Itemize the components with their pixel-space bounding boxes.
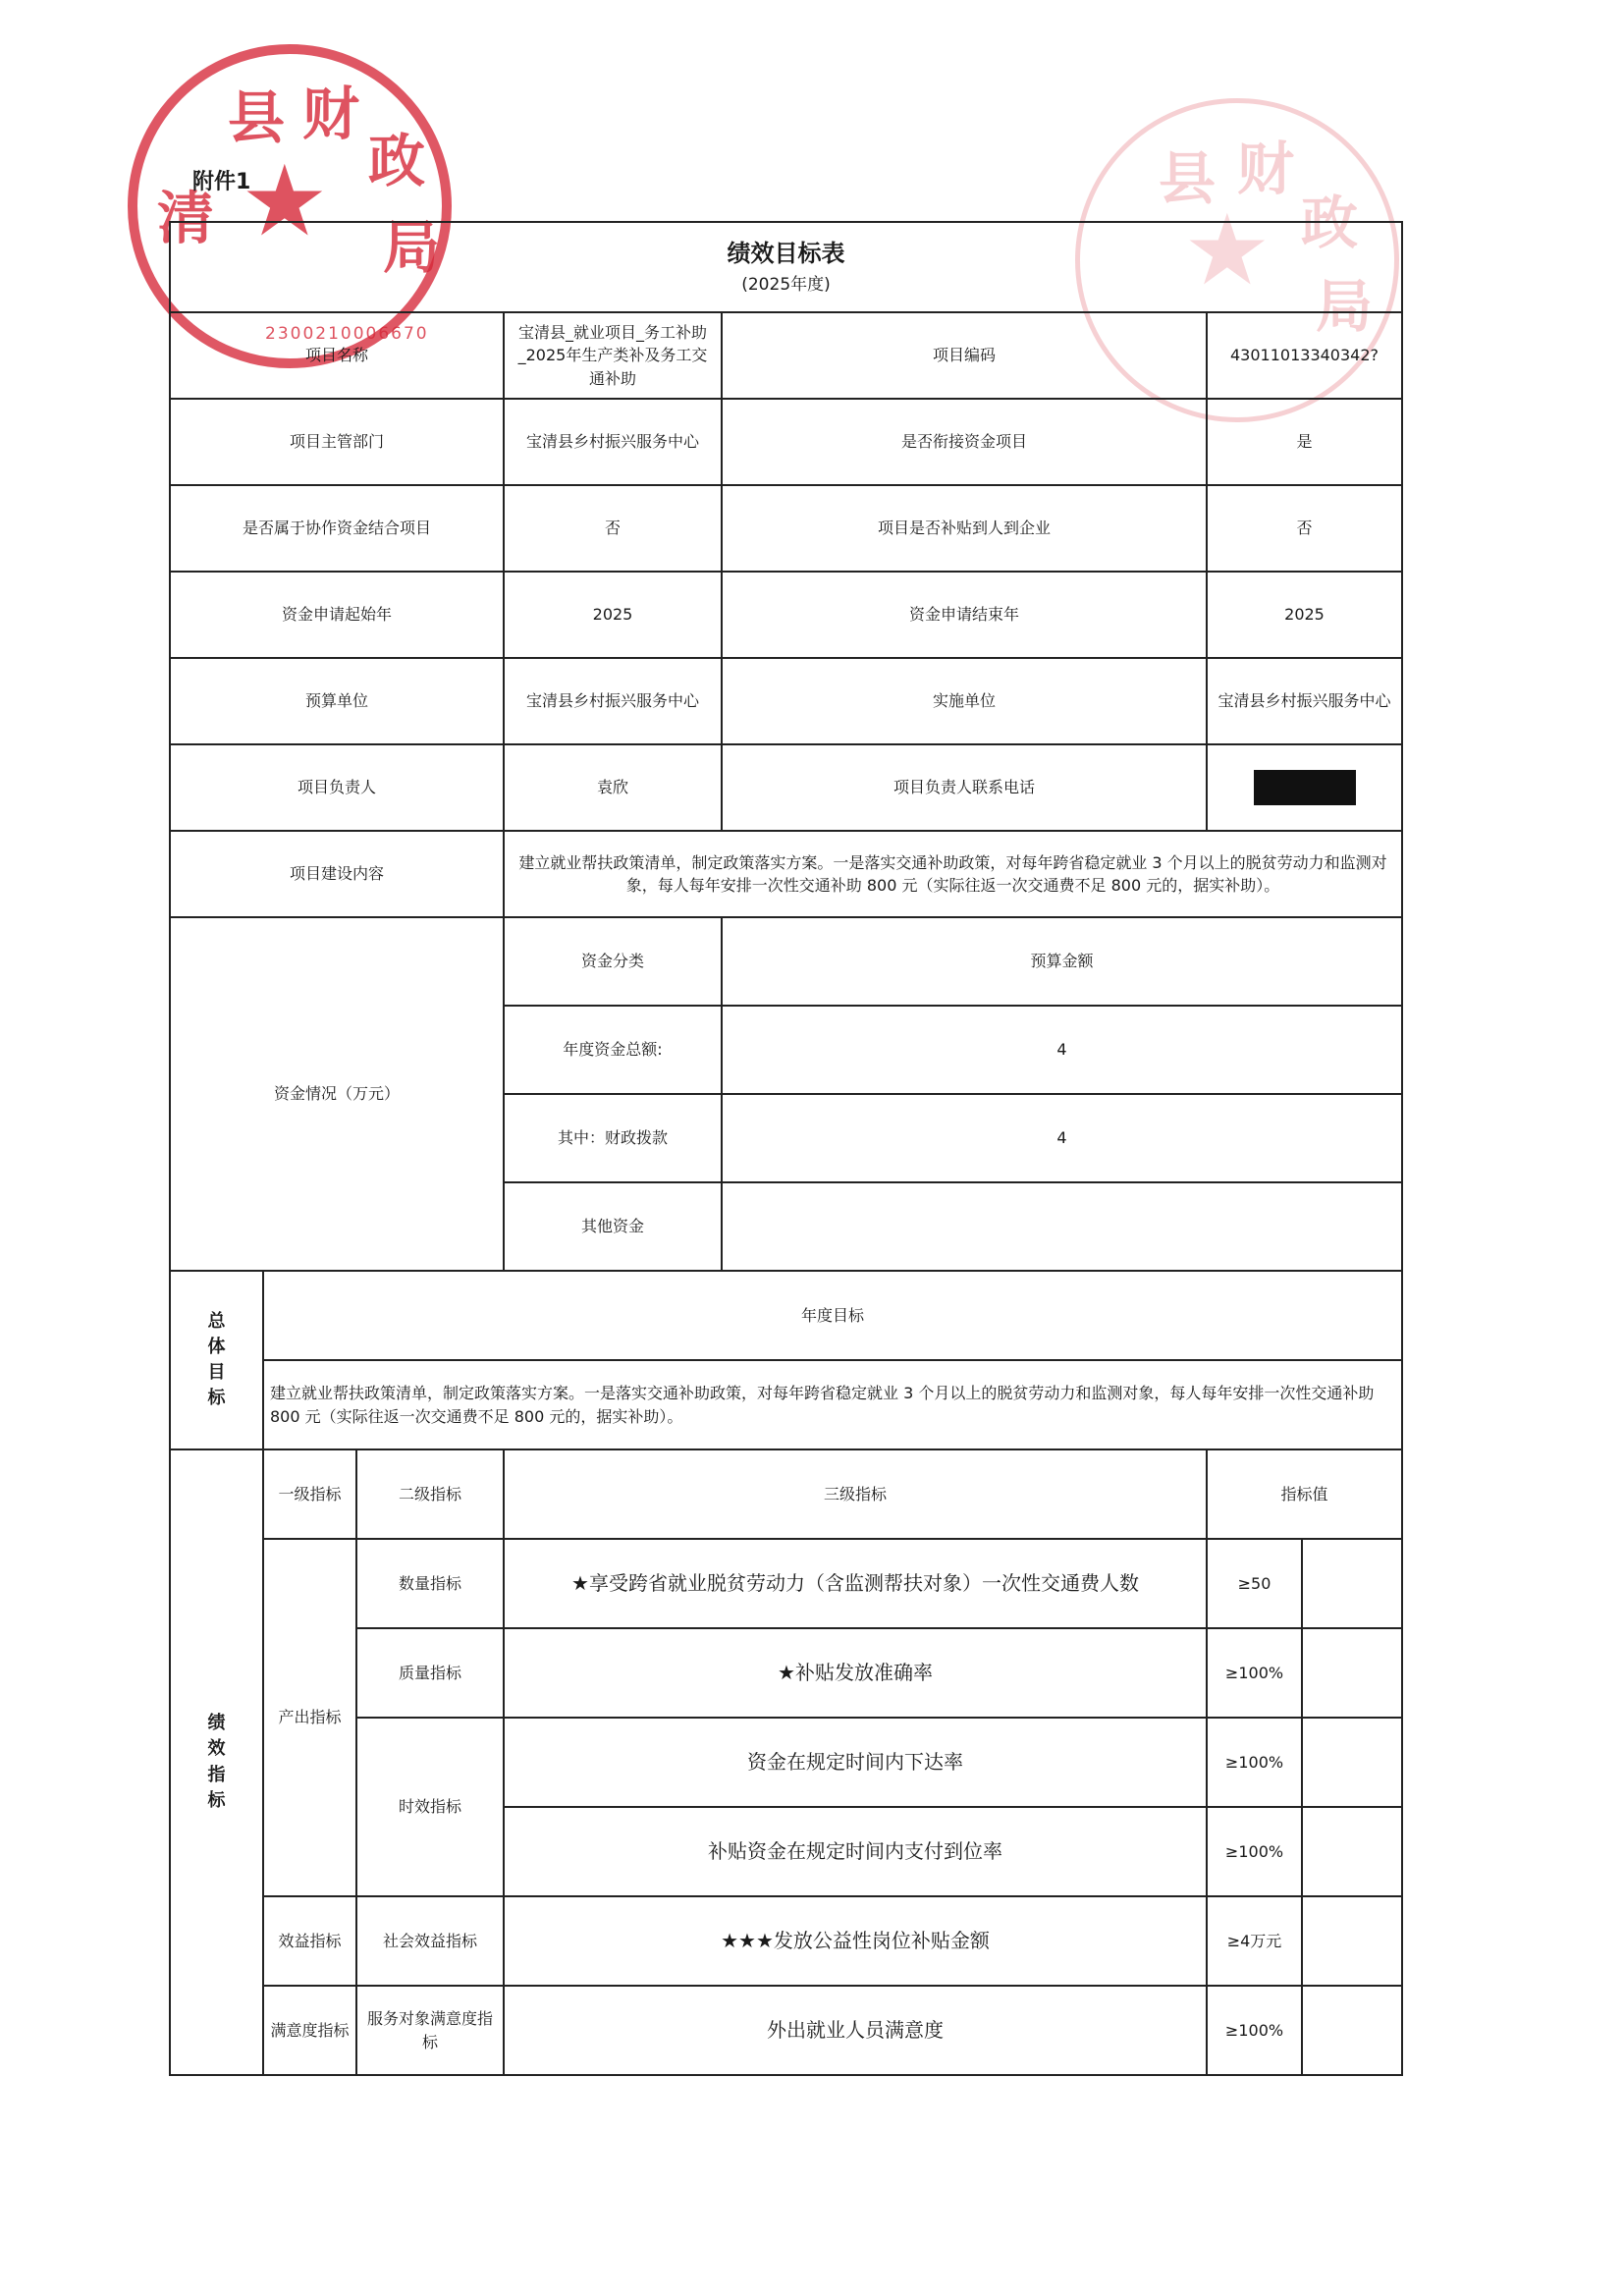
seal-char: 财 — [1237, 136, 1295, 202]
indicator-name: 外出就业人员满意度 — [504, 1986, 1207, 2075]
performance-target-table — [169, 221, 1403, 2076]
indicator-value: ≥50 — [1207, 1539, 1302, 1628]
value-implementing-unit: 宝清县乡村振兴服务中心 — [1207, 658, 1402, 744]
level2-quantity: 数量指标 — [356, 1539, 504, 1628]
seal-char: 政 — [1301, 190, 1359, 256]
label-funds: 资金情况（万元） — [170, 917, 504, 1271]
value-budget-unit: 宝清县乡村振兴服务中心 — [504, 658, 722, 744]
header-level1: 一级指标 — [263, 1449, 356, 1539]
label-overall-target — [170, 1271, 263, 1449]
funds-other-value — [722, 1182, 1402, 1271]
level2-timeliness: 时效指标 — [356, 1718, 504, 1896]
seal-char: 政 — [368, 128, 426, 194]
label-project-code: 项目编码 — [722, 312, 1207, 399]
header-level3: 三级指标 — [504, 1449, 1207, 1539]
value-project-code: 43011013340342? — [1207, 312, 1402, 399]
value-manager-phone — [1207, 744, 1402, 831]
indicator-value: ≥100% — [1207, 1628, 1302, 1718]
indicator-name: 补贴资金在规定时间内支付到位率 — [504, 1807, 1207, 1896]
indicator-value: ≥100% — [1207, 1718, 1302, 1807]
seal-char: 县 — [228, 84, 286, 151]
indicator-empty — [1302, 1986, 1402, 2075]
funds-header-category: 资金分类 — [504, 917, 722, 1006]
value-coop-fund: 否 — [504, 485, 722, 572]
page-title: 绩效目标表 — [727, 240, 845, 268]
level2-service: 服务对象满意度指标 — [356, 1986, 504, 2075]
indicator-empty — [1302, 1896, 1402, 1986]
label-budget-unit: 预算单位 — [170, 658, 504, 744]
level2-social: 社会效益指标 — [356, 1896, 504, 1986]
indicator-value: ≥4万元 — [1207, 1896, 1302, 1986]
attachment-label: 附件1 — [192, 170, 251, 194]
label-construction-content: 项目建设内容 — [170, 831, 504, 917]
funds-annual-label: 年度资金总额: — [504, 1006, 722, 1094]
label-project-name: 项目名称 — [170, 312, 504, 399]
seal-char: 局 — [383, 214, 441, 281]
label-implementing-unit: 实施单位 — [722, 658, 1207, 744]
indicator-empty — [1302, 1628, 1402, 1718]
seal-char: 清 — [157, 185, 215, 251]
overall-target-text: 总体目标 — [207, 1310, 226, 1409]
label-project-manager: 项目负责人 — [170, 744, 504, 831]
funds-other-label: 其他资金 — [504, 1182, 722, 1271]
level1-benefit: 效益指标 — [263, 1896, 356, 1986]
perf-label-text: 绩效指标 — [207, 1713, 226, 1811]
value-start-year: 2025 — [504, 572, 722, 658]
label-is-linked-fund: 是否衔接资金项目 — [722, 399, 1207, 485]
funds-header-amount: 预算金额 — [722, 917, 1402, 1006]
level1-output: 产出指标 — [263, 1539, 356, 1896]
indicator-value: ≥100% — [1207, 1986, 1302, 2075]
indicator-value: ≥100% — [1207, 1807, 1302, 1896]
indicator-name: 资金在规定时间内下达率 — [504, 1718, 1207, 1807]
funds-fiscal-label: 其中：财政拨款 — [504, 1094, 722, 1182]
value-supervising-dept: 宝清县乡村振兴服务中心 — [504, 399, 722, 485]
indicator-name: ★★★发放公益性岗位补贴金额 — [504, 1896, 1207, 1986]
label-start-year: 资金申请起始年 — [170, 572, 504, 658]
seal-char: 财 — [302, 81, 360, 147]
funds-annual-value: 4 — [722, 1006, 1402, 1094]
seal-char: 局 — [1316, 273, 1374, 340]
overall-text: 建立就业帮扶政策清单，制定政策落实方案。一是落实交通补助政策，对每年跨省稳定就业 3 个月以上的脱贫劳动力和监测对象，每人每年安排一次性交通补助 800 元（实际往返一次交通费不足 800 元的，据实补助）。 — [263, 1360, 1402, 1449]
label-subsidy-to-person: 项目是否补贴到人到企业 — [722, 485, 1207, 572]
indicator-name: ★享受跨省就业脱贫劳动力（含监测帮扶对象）一次性交通费人数 — [504, 1539, 1207, 1628]
value-project-name: 宝清县_就业项目_务工补助_2025年生产类补及务工交通补助 — [504, 312, 722, 399]
header-value: 指标值 — [1207, 1449, 1402, 1539]
level2-quality: 质量指标 — [356, 1628, 504, 1718]
redaction-box — [1254, 770, 1356, 805]
value-subsidy-to-person: 否 — [1207, 485, 1402, 572]
seal-char: 县 — [1159, 145, 1217, 212]
level1-satisfaction: 满意度指标 — [263, 1986, 356, 2075]
table-title-cell — [170, 222, 1402, 312]
label-coop-fund: 是否属于协作资金结合项目 — [170, 485, 504, 572]
overall-header: 年度目标 — [263, 1271, 1402, 1360]
seal-star-icon: ★ — [241, 143, 329, 258]
label-supervising-dept: 项目主管部门 — [170, 399, 504, 485]
label-performance-indicators — [170, 1449, 263, 2075]
indicator-empty — [1302, 1807, 1402, 1896]
value-construction-content: 建立就业帮扶政策清单，制定政策落实方案。一是落实交通补助政策，对每年跨省稳定就业 3 个月以上的脱贫劳动力和监测对象，每人每年安排一次性交通补助 800 元（实际往返一次交通费不足 800 元的，据实补助）。 — [504, 831, 1402, 917]
label-end-year: 资金申请结束年 — [722, 572, 1207, 658]
header-level2: 二级指标 — [356, 1449, 504, 1539]
seal-star-icon: ★ — [1183, 192, 1271, 307]
indicator-empty — [1302, 1718, 1402, 1807]
page-subtitle: (2025年度) — [741, 275, 831, 296]
seal-code: 2300210006670 — [265, 324, 429, 344]
funds-fiscal-value: 4 — [722, 1094, 1402, 1182]
indicator-empty — [1302, 1539, 1402, 1628]
value-project-manager: 袁欣 — [504, 744, 722, 831]
value-end-year: 2025 — [1207, 572, 1402, 658]
value-is-linked-fund: 是 — [1207, 399, 1402, 485]
indicator-name: ★补贴发放准确率 — [504, 1628, 1207, 1718]
label-manager-phone: 项目负责人联系电话 — [722, 744, 1207, 831]
